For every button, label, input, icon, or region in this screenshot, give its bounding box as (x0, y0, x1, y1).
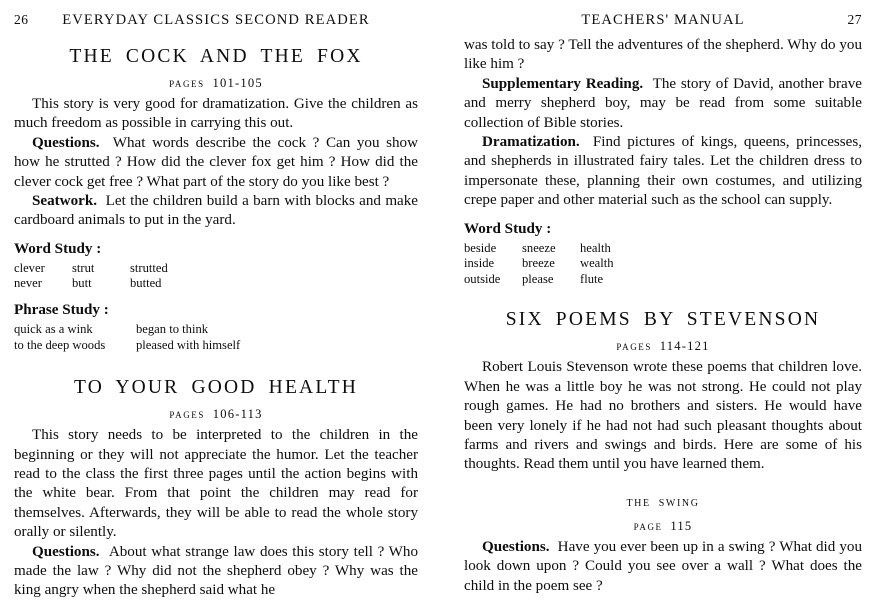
paragraph-lead: Supplementary Reading. (482, 75, 644, 92)
right-page (440, 0, 876, 602)
paragraph-text: Have you ever been up in a swing ? What did you look down upon ? Could you see over a wall ? What does the child in the poem see ? (464, 538, 863, 594)
pages-line-six-poems (464, 339, 862, 354)
paragraph-swing-questions (464, 538, 862, 596)
word-cell: butt (72, 276, 92, 291)
table-row (464, 241, 638, 257)
word-cell: breeze (522, 256, 555, 271)
pages-range: 106-113 (212, 407, 263, 422)
paragraph-intro (14, 95, 418, 134)
pages-line-cock-and-fox (14, 76, 418, 91)
paragraph-supplementary-reading (464, 75, 862, 133)
word-cell: flute (580, 271, 604, 286)
paragraph-text: was told to say ? Tell the adventures of the shepherd. Why do you like him ? (464, 37, 862, 73)
phrase-study-table (14, 322, 258, 353)
left-running-head (14, 12, 418, 36)
pages-label: page (633, 518, 663, 533)
phrase-cell: began to think (136, 322, 209, 337)
right-running-head (464, 12, 862, 36)
pages-label: pages (169, 407, 205, 422)
paragraph-lead: Questions. (32, 543, 100, 560)
paragraph-questions (14, 134, 418, 192)
paragraph-lead: Dramatization. (482, 134, 580, 151)
word-study-label-right: Word Study : (464, 220, 552, 237)
pages-range: 101-105 (212, 76, 263, 90)
paragraph-text: What words describe the cock ? Can you show how he strutted ? How did the clever fox get him ? How did the clever cock get free ? What part of the story do you like best ? (14, 134, 418, 190)
word-cell: wealth (580, 256, 614, 271)
word-cell: clever (14, 260, 45, 275)
table-row (14, 322, 258, 338)
table-row (464, 272, 638, 288)
left-page-folio: 26 (14, 12, 29, 27)
paragraph-health-intro (14, 426, 418, 542)
paragraph-continued (464, 36, 862, 75)
paragraph-text: This story is very good for dramatization. Give the children as much freedom as possible in carrying this out. (14, 96, 418, 132)
word-cell: butted (130, 276, 162, 291)
pages-range: 115 (670, 518, 693, 533)
paragraph-text: About what strange law does this story tell ? Who made the law ? Why did not the shepherd obey ? Why was the king angry when the shepherd said what he (14, 543, 418, 599)
word-cell: outside (464, 271, 501, 286)
table-row (14, 276, 188, 292)
paragraph-dramatization (464, 133, 862, 211)
phrase-cell: pleased with himself (136, 337, 241, 352)
section-title-six-poems: SIX POEMS BY STEVENSON (505, 309, 821, 331)
word-cell: never (14, 276, 42, 291)
paragraph-text: Let the children build a barn with blocks and make cardboard animals to put in the yard. (14, 193, 419, 229)
word-cell: beside (464, 240, 497, 255)
word-cell: inside (464, 256, 495, 271)
pages-line-good-health (14, 407, 418, 422)
right-page-folio: 27 (847, 12, 862, 27)
paragraph-text: Find pictures of kings, queens, princesses, and shepherds in illustrated fairy tales. Let the children dress to impersonate these, planning their own costumes, and utilizing crepe paper and other material such as the school can supply. (464, 134, 862, 209)
word-study-table (14, 261, 188, 292)
paragraph-text: This story needs to be interpreted to the children in the beginning or they will not appreciate the humor. Let the teacher read to the class the first three pages until the action begins with the white bear. From that point the children may read for themselves. Afterwards, they will be able to read the whole story orally or silently. (14, 427, 418, 541)
right-running-head-title: TEACHERS' MANUAL (581, 12, 745, 28)
pages-label: pages (616, 339, 652, 354)
table-row (14, 261, 188, 277)
word-cell: health (580, 240, 611, 255)
table-row (14, 338, 258, 354)
word-cell: strutted (130, 260, 168, 275)
pages-label: pages (169, 76, 205, 90)
paragraph-seatwork (14, 192, 418, 231)
word-study-label: Word Study : (14, 240, 102, 257)
paragraph-text: The story of David, another brave and merry shepherd boy, may be read from some suitable collection of Bible stories. (464, 75, 862, 131)
pages-range: 114-121 (659, 339, 710, 354)
table-row (464, 256, 638, 272)
paragraph-stevenson (464, 358, 862, 474)
phrase-cell: quick as a wink (14, 322, 93, 337)
word-cell: please (522, 271, 554, 286)
section-title-the-swing: the swing (626, 494, 700, 510)
paragraph-text: Robert Louis Stevenson wrote these poems that children love. When he was a little boy he was not strong. He could not play rough games. He had no brothers and sisters. He would have been very lonely if he had not had such pleasant thoughts about farms and rivers and swings and birds. Here are some of his thoughts. Read them until you have learned them. (464, 359, 862, 473)
paragraph-lead: Seatwork. (32, 193, 97, 210)
left-running-head-title: EVERYDAY CLASSICS SECOND READER (62, 12, 370, 28)
phrase-study-label: Phrase Study : (14, 302, 109, 319)
phrase-cell: to the deep woods (14, 337, 106, 352)
paragraph-lead: Questions. (32, 134, 100, 151)
pages-line-the-swing (464, 519, 862, 534)
section-title-good-health: TO YOUR GOOD HEALTH (73, 377, 359, 399)
paragraph-health-questions (14, 543, 418, 601)
section-title-cock-and-fox: THE COCK AND THE FOX (69, 46, 363, 67)
paragraph-lead: Questions. (482, 538, 550, 555)
word-cell: sneeze (522, 240, 556, 255)
word-study-table-right (464, 241, 638, 288)
word-cell: strut (72, 260, 95, 275)
